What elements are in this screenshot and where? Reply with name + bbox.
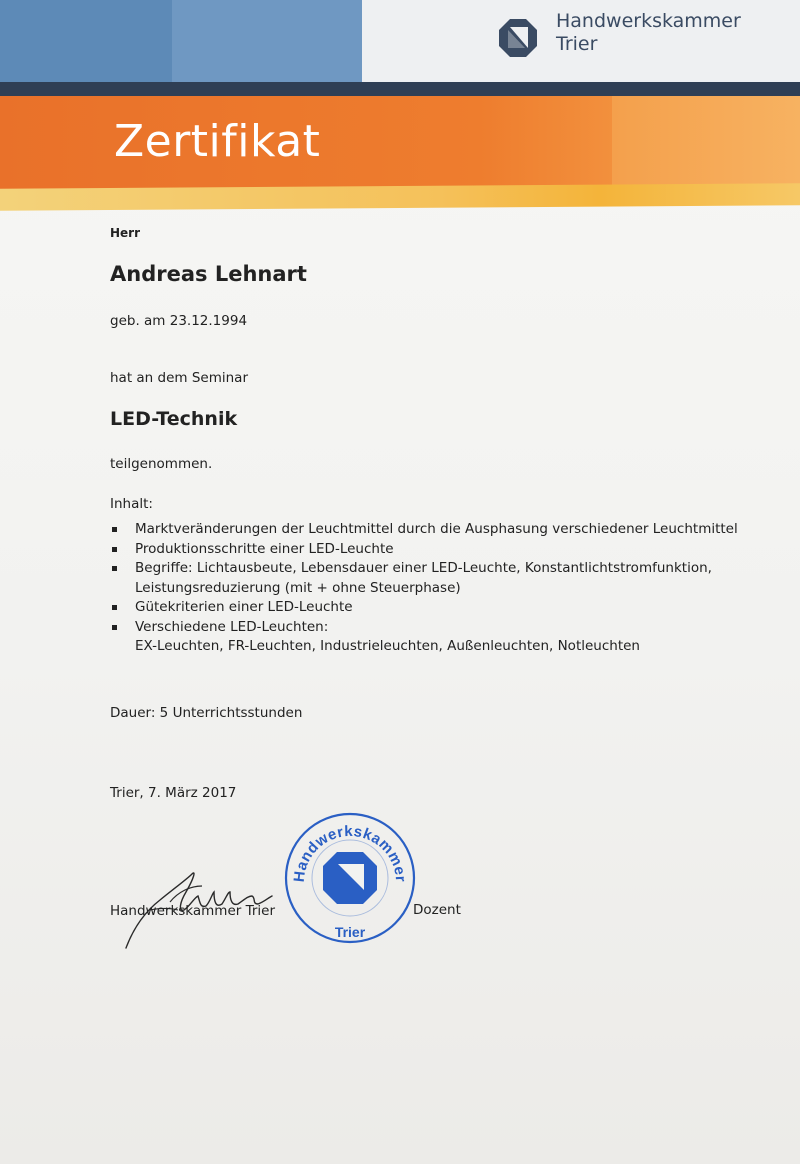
birth-date: geb. am 23.12.1994 [110,313,248,329]
bullet-icon [112,625,117,630]
chamber-logo-text [556,10,741,56]
content-list [110,520,738,657]
list-item: Verschiedene LED-Leuchten: EX-Leuchten, FR-Leuchten, Industrieleuchten, Außenleuchten, Notleuchten [110,618,738,657]
place-date: Trier, 7. März 2017 [110,785,237,801]
stamp-logo-icon [323,852,377,904]
logo-line-2: Trier [556,33,598,55]
seminar-name: LED-Technik [110,408,238,430]
signature-label-right: Dozent [413,902,461,918]
chamber-logo-icon [498,18,538,58]
stamp-bottom-text: Trier [334,924,366,940]
bullet-icon [112,605,117,610]
list-item: Begriffe: Lichtausbeute, Lebensdauer einer LED-Leuchte, Konstantlichtstromfunktion, Leistungsreduzierung (mit + ohne Steuerphase) [110,559,738,598]
list-item: Produktionsschritte einer LED-Leuchte [110,540,738,560]
content-label: Inhalt: [110,496,153,512]
logo-line-1: Handwerkskammer [556,10,741,32]
list-item: Gütekriterien einer LED-Leuchte [110,598,738,618]
bullet-icon [112,547,117,552]
bullet-icon [112,527,117,532]
stamp-ring-text: Handwerkskammer [290,822,410,883]
bullet-icon [112,566,117,571]
header-yellow-stripe [0,183,800,211]
participated-text: teilgenommen. [110,456,213,472]
duration: Dauer: 5 Unterrichtsstunden [110,705,303,721]
list-item: Marktveränderungen der Leuchtmittel durch die Ausphasung verschiedener Leuchtmittel [110,520,738,540]
recipient-name: Andreas Lehnart [110,262,307,286]
seminar-intro: hat an dem Seminar [110,370,249,386]
certificate-title: Zertifikat [114,116,321,167]
salutation: Herr [110,226,141,240]
signature-label-left: Handwerkskammer Trier [110,903,276,919]
official-stamp [282,810,418,946]
